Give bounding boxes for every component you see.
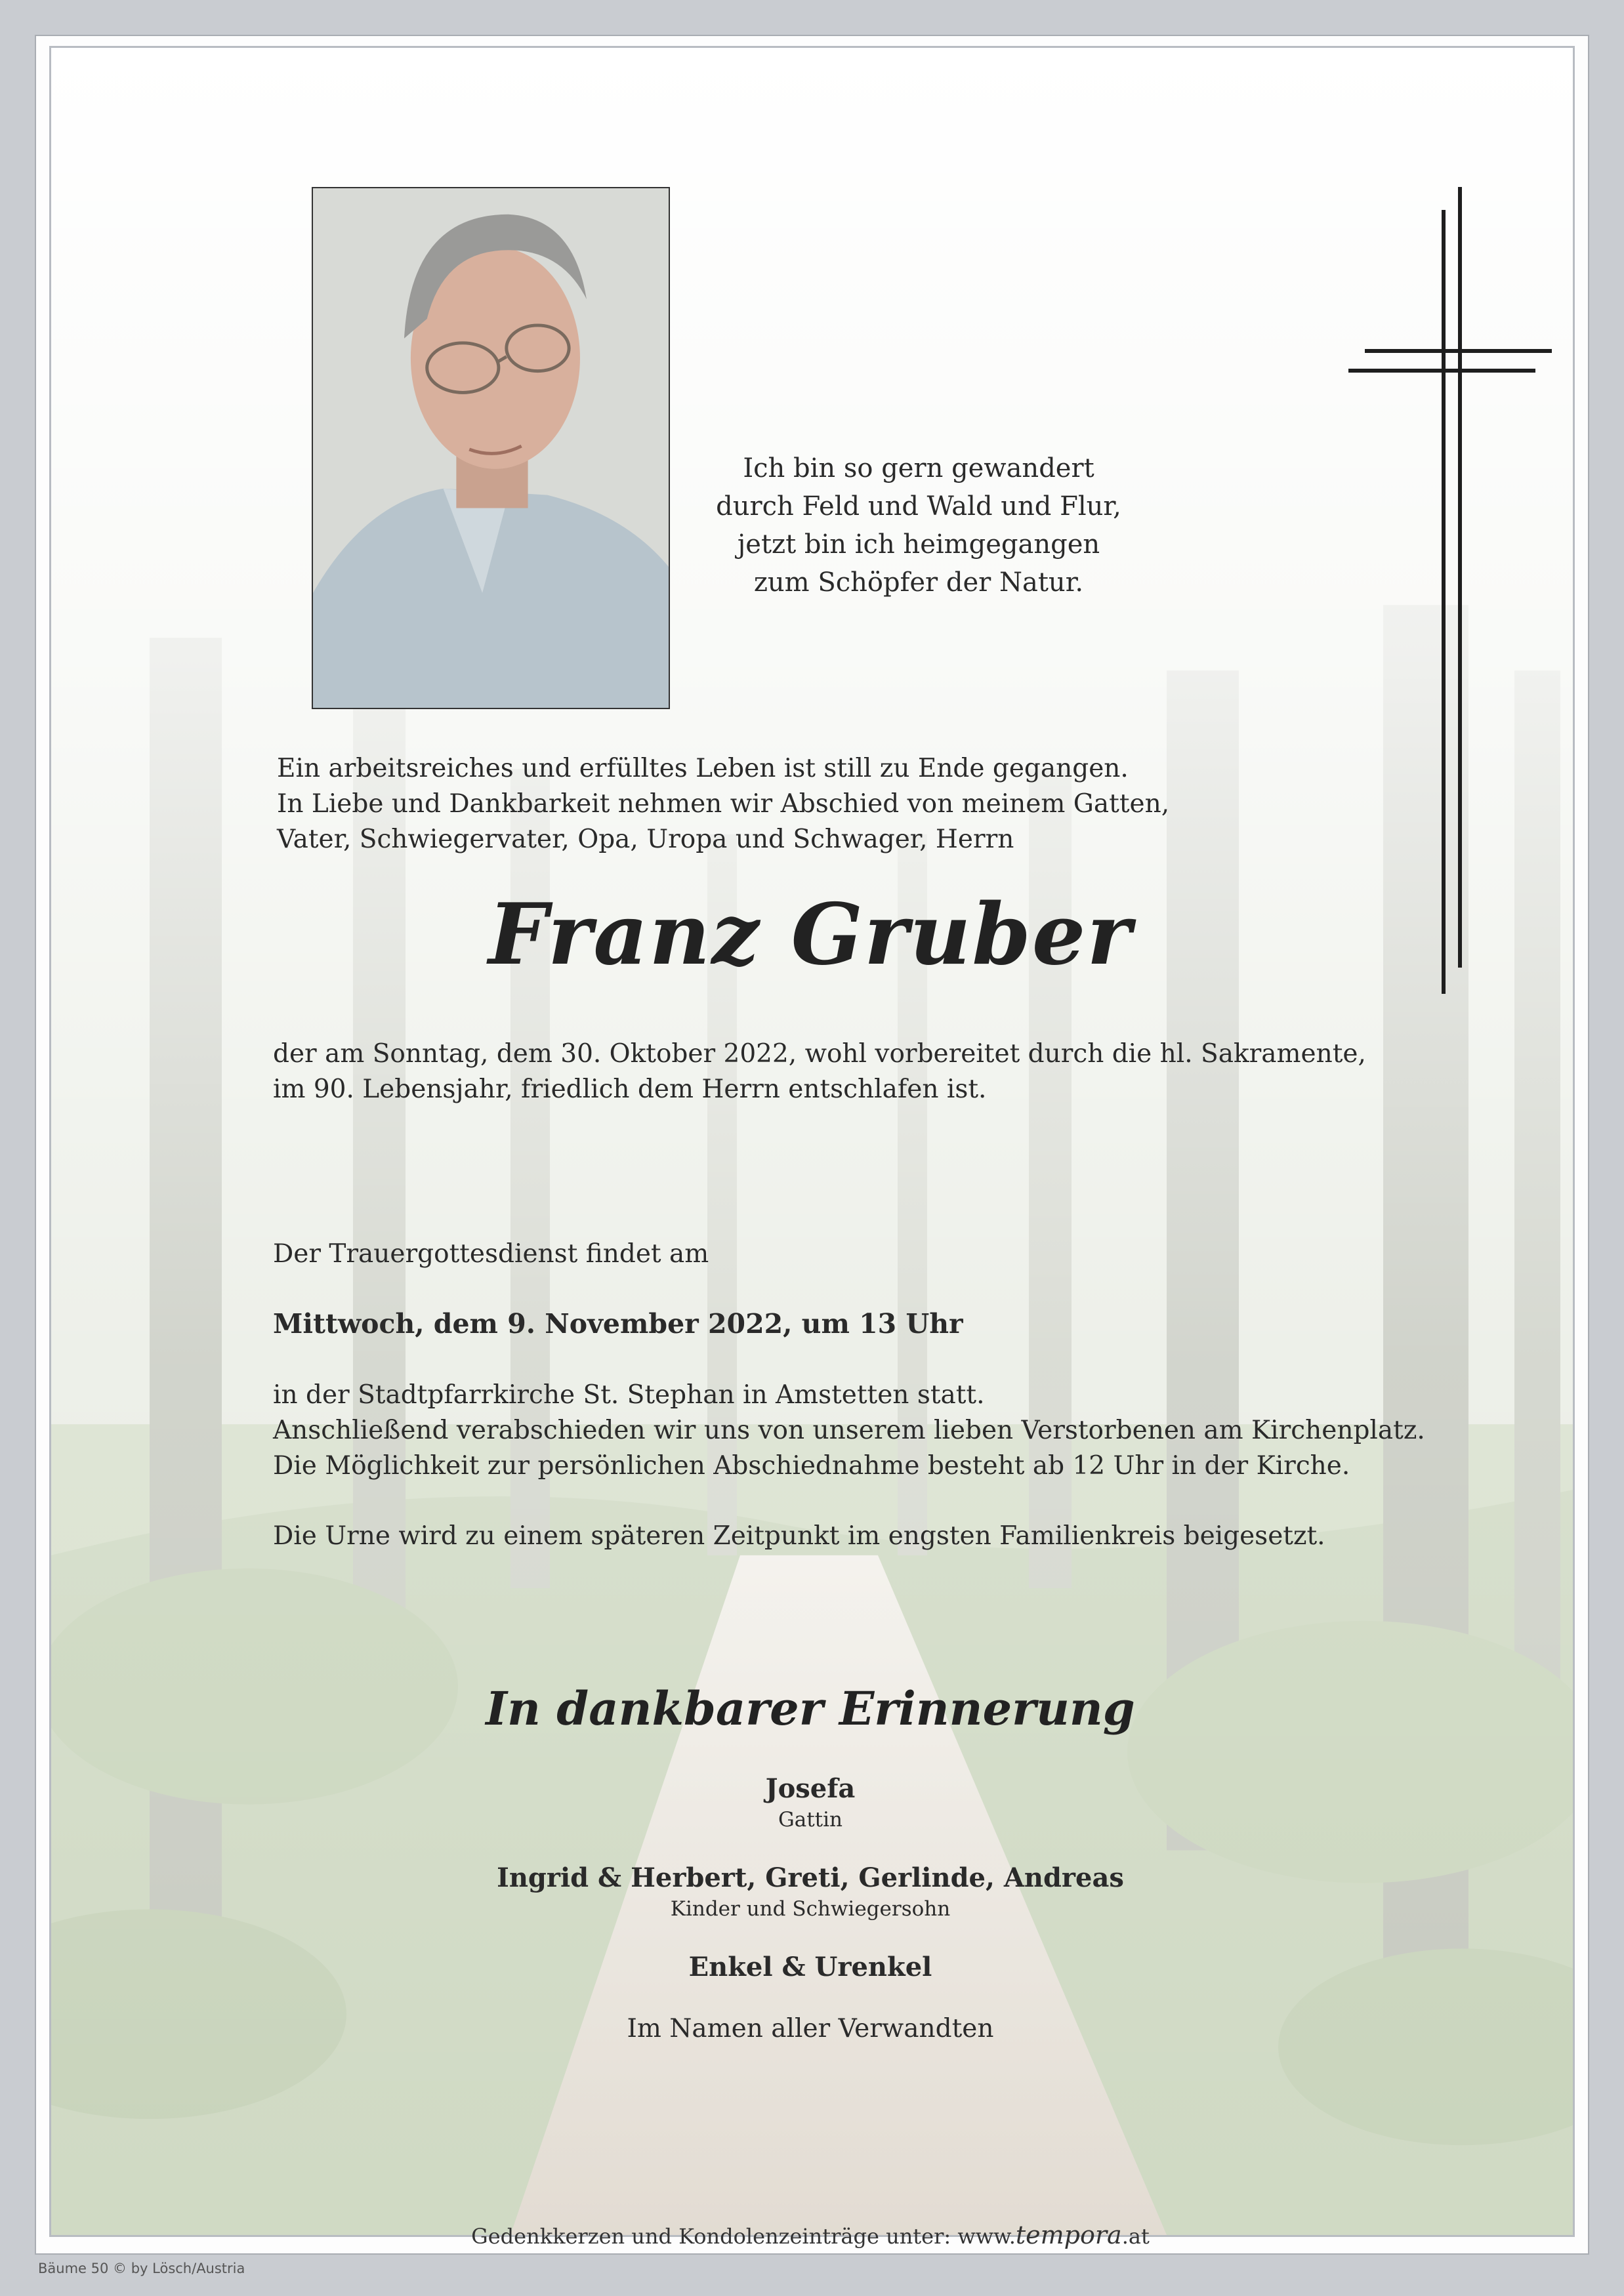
poem-line: jetzt bin ich heimgegangen (737, 529, 1100, 560)
service-detail-line: in der Stadtpfarrkirche St. Stephan in Amstetten statt. (273, 1380, 985, 1410)
urn-notice: Die Urne wird zu einem späteren Zeitpunkt im engsten Familienkreis beigesetzt. (273, 1521, 1325, 1551)
service-intro: Der Trauergottesdienst findet am (273, 1239, 709, 1269)
intro-line: In Liebe und Dankbarkeit nehmen wir Abschied von meinem Gatten, (277, 789, 1170, 819)
intro-text (277, 751, 1327, 857)
memorial-poem (676, 449, 1161, 602)
poem-line: Ich bin so gern gewandert (743, 453, 1094, 483)
death-line: im 90. Lebensjahr, friedlich dem Herrn entschlafen ist. (273, 1075, 987, 1104)
mourner-role: Kinder und Schwiegersohn (670, 1897, 951, 1921)
service-detail-line: Anschließend verabschieden wir uns von unserem lieben Verstorbenen am Kirchenplatz. (273, 1416, 1425, 1445)
poem-line: durch Feld und Wald und Flur, (716, 491, 1121, 522)
intro-line: Vater, Schwiegervater, Opa, Uropa und Schwager, Herrn (277, 825, 1014, 854)
service-date: Mittwoch, dem 9. November 2022, um 13 Uhr (273, 1308, 963, 1340)
intro-line: Ein arbeitsreiches und erfülltes Leben ist still zu Ende gegangen. (277, 754, 1129, 783)
imprint: Bäume 50 © by Lösch/Austria (38, 2261, 245, 2276)
memory-heading: In dankbarer Erinnerung (486, 1681, 1135, 1736)
closing-line: Im Namen aller Verwandten (627, 2014, 994, 2043)
mourner-role: Gattin (778, 1808, 843, 1832)
footer-brand[interactable]: tempora (1015, 2221, 1122, 2249)
deceased-name: Franz Gruber (488, 886, 1133, 984)
death-notice (273, 1036, 1454, 1107)
mourner-name: Josefa (765, 1773, 856, 1804)
service-detail-line: Die Möglichkeit zur persönlichen Abschiednahme besteht ab 12 Uhr in der Kirche. (273, 1451, 1350, 1481)
footer-text: Gedenkkerzen und Kondolenzeinträge unter: www. (471, 2224, 1016, 2249)
mourner-name: Ingrid & Herbert, Greti, Gerlinde, Andreas (497, 1862, 1124, 1893)
poem-line: zum Schöpfer der Natur. (753, 567, 1084, 598)
mourner-name: Enkel & Urenkel (688, 1952, 932, 1982)
death-line: der am Sonntag, dem 30. Oktober 2022, wohl vorbereitet durch die hl. Sakramente, (273, 1039, 1366, 1069)
service-details (273, 1378, 1520, 1484)
mourners-list (417, 1771, 1204, 2047)
portrait-photo (312, 187, 670, 709)
condolence-footer (328, 2221, 1293, 2251)
cross-icon (1348, 187, 1558, 994)
footer-tld: .at (1121, 2224, 1150, 2249)
